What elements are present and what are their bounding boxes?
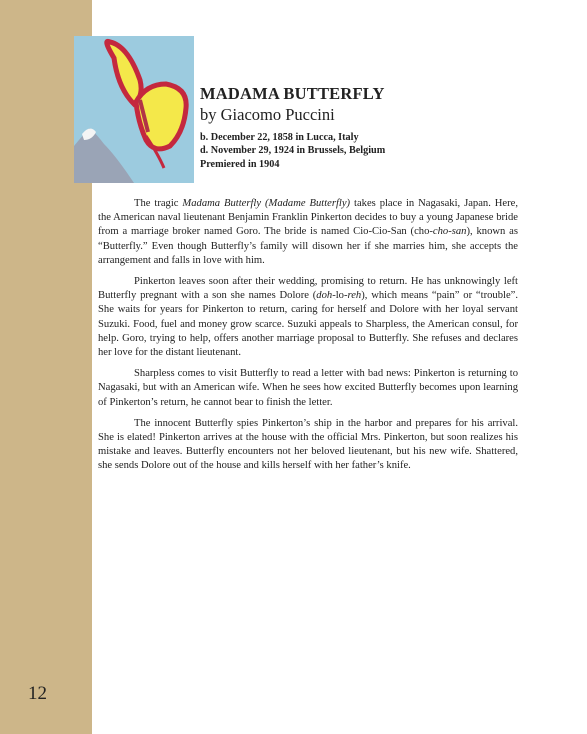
birth-fact: b. December 22, 1858 in Lucca, Italy [200,132,359,143]
p1-italic-title: Madama Butterfly (Madame Butterfly) [182,198,351,209]
p2-text-a: Pinkerton leaves soon after their wedding, promising to return. He has unknowingly left Butterfly pregnant with a son she names Dolore ( [98,276,518,302]
p2-text-c: -lo- [332,290,348,302]
p2-text-e: ), which means “pain” or “trouble”. She waits for years for Pinkerton to return, caring for herself and Dolore with her loyal servant Suzuki. Food, fuel and money grow scarce. Suzuki appeals to Sharpless, the American consul, for help. Goro, trying to help, offers another marriage proposal to Butterfly. She refuses and declares her love for the distant lieutenant. [98,290,518,359]
page-number: 12 [28,683,47,704]
p1-pronunciation-stress: cho-san [432,226,467,238]
death-fact: d. November 29, 1924 in Brussels, Belgium [200,145,386,157]
synopsis [98,197,518,481]
synopsis-paragraph-3: Sharpless comes to visit Butterfly to read a letter with bad news: Pinkerton is returning to Nagasaki, but with an American wife. When he sees how excited Butterfly becomes upon learning of Pinkerton’s return, he cannot bear to finish the letter. [98,368,518,408]
p2-pronunciation-1: doh [316,290,333,302]
p2-pronunciation-2: reh [347,290,362,302]
title-block [200,84,560,171]
synopsis-paragraph-4: The innocent Butterfly spies Pinkerton’s ship in the harbor and prepares for his arrival. She is elated! Pinkerton arrives at the house with the official Mrs. Pinkerton, but soon realizes his mistake and leaves. Butterfly encounters not her beloved lieutenant, but his new wife. Shattered, she sends Dolore out of the house and kills herself with her father’s knife. [98,417,518,472]
composer-facts [200,131,560,171]
synopsis-paragraph-2 [98,275,518,360]
butterfly-illustration [74,36,194,183]
premiere-fact: Premiered in 1904 [200,158,280,170]
p1-text-c: takes place in Nagasaki, Japan. Here, the American naval lieutenant Benjamin Franklin Pinkerton decides to buy a young Japanese bride from a marriage broker named Goro. The bride is named Cio-Cio-San (cho- [98,198,518,238]
butterfly-painting-image [74,36,194,183]
p1-text-e: ), known as “Butterfly.” Even though Butterfly’s family will disown her if she marries him, she accepts the arrangement and falls in love with him. [98,226,519,266]
composer-byline: by Giacomo Puccini [200,105,335,124]
opera-title: MADAMA BUTTERFLY [200,84,385,103]
p1-text-a: The tragic [134,198,183,209]
synopsis-paragraph-1 [98,197,518,268]
